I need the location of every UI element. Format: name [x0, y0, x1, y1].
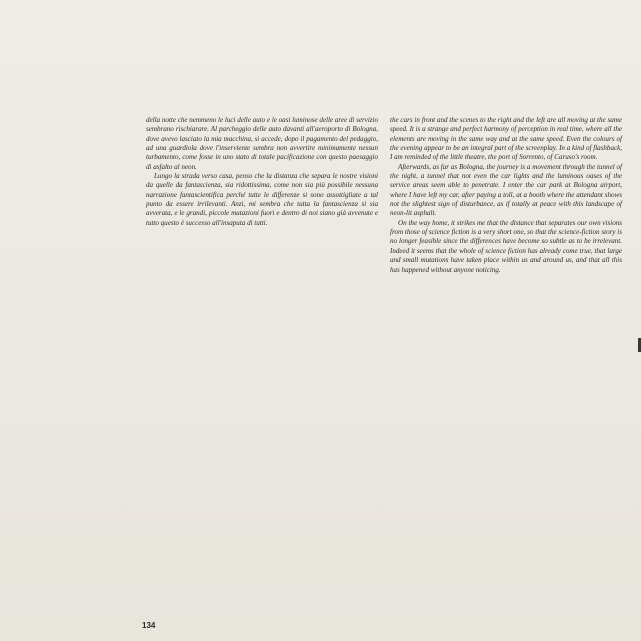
english-paragraph-3: On the way home, it strikes me that the distance that separates our own visions from those of science fiction is a very short one, so that the science-fiction story is no longer feasible since the differences have become so subtle as to be irrelevant. Indeed it seems that the whole of science fiction has already come true, that large and small mutations have taken place within us and around us, and that all this has happened without anyone noticing. [390, 218, 622, 274]
english-paragraph-1: the cars in front and the scenes to the right and the left are all moving at the same speed. It is a strange and perfect harmony of perception in real time, where all the elements are moving in the same way and at the same speed. Even the colours of the evening appear to be an integral part of the screenplay. In a kind of flashback, I am reminded of the little theatre, the port of Sorrento, of Caruso's room. [390, 116, 622, 162]
italian-text-column [146, 116, 378, 228]
italian-paragraph-2: Lungo la strada verso casa, penso che la distanza che separa le nostre visioni da quelle da fantascienza, sia ridottissima, come non sia più possibile nessuna narrazione fantascientifica perché tutte le differenze si sono assottigliate a tal punto da essere irrilevanti. Anzi, mi sembra che tutta la fantascienza si sia avverata, e le grandi, piccole mutazioni fuori e dentro di noi siano già avvenute e tutto questo è successo all'insaputa di tutti. [146, 172, 378, 227]
italian-paragraph-1: della notte che nemmeno le luci delle auto e le oasi luminose delle aree di servizio sembrano rischiarare. Al parcheggio delle auto davanti all'aeroporto di Bologna, dove avevo lasciato la mia macchina, si accede, dopo il pagamento del pedaggio, ad una guardiola dove l'inserviente sembra non avvertire minimamente nessun turbamento, come fosse in uno stato di totale pacificazione con questo paesaggio di asfalto al neon. [146, 116, 378, 171]
english-text-column [390, 116, 622, 275]
english-paragraph-2: Afterwards, as far as Bologna, the journey is a movement through the tunnel of the night, a tunnel that not even the car lights and the luminous oases of the service areas seem able to penetrate. I enter the car park at Bologna airport, where I have left my car, after paying a toll, at a booth where the attendant shows not the slightest sign of disturbance, as if totally at peace with this landscape of neon-lit asphalt. [390, 162, 622, 218]
page-number: 134 [142, 621, 156, 630]
